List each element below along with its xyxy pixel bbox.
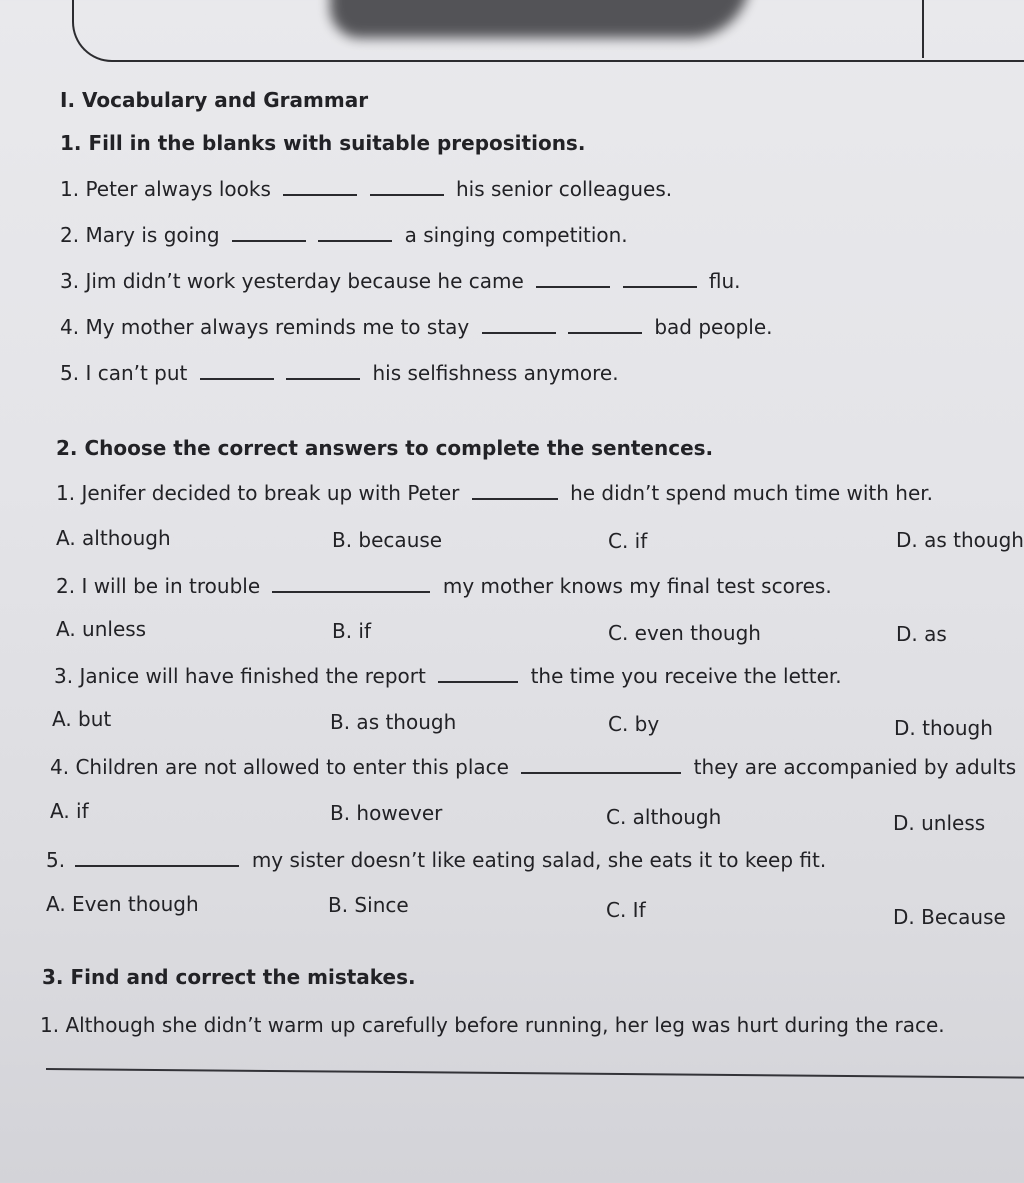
question-text-before: 1. Jenifer decided to break up with Peter xyxy=(56,481,460,505)
question-text-after: my mother knows my final test scores. xyxy=(442,574,832,598)
part1-item-5 xyxy=(60,361,619,385)
item-text-before: 5. I can’t put xyxy=(60,361,188,385)
question-text-before: 3. Janice will have finished the report xyxy=(54,664,426,688)
option-b[interactable]: B. if xyxy=(332,619,372,643)
part2-question-1 xyxy=(56,481,933,505)
part2-title: 2. Choose the correct answers to complete the sentences. xyxy=(56,436,714,460)
part1-item-2 xyxy=(60,223,628,247)
question-text-after: the time you receive the letter. xyxy=(530,664,842,688)
item-text-before: 4. My mother always reminds me to stay xyxy=(60,315,470,339)
part2-question-2 xyxy=(56,574,832,598)
answer-line[interactable] xyxy=(46,1068,1024,1079)
part1-item-4 xyxy=(60,315,773,339)
answer-blank[interactable] xyxy=(536,272,610,288)
option-b[interactable]: B. Since xyxy=(328,893,409,917)
option-d[interactable]: D. as xyxy=(896,622,947,646)
option-d[interactable]: D. Because xyxy=(893,905,1006,929)
answer-blank[interactable] xyxy=(283,180,357,196)
option-b[interactable]: B. as though xyxy=(330,710,457,734)
answer-blank[interactable] xyxy=(272,577,430,593)
answer-blank[interactable] xyxy=(318,226,392,242)
part1-item-3 xyxy=(60,269,741,293)
option-a[interactable]: A. Even though xyxy=(46,892,199,916)
part3-item-1: 1. Although she didn’t warm up carefully before running, her leg was hurt during the race. xyxy=(40,1013,945,1037)
part2-question-3 xyxy=(54,664,842,688)
option-d[interactable]: D. as though xyxy=(896,528,1024,552)
option-c[interactable]: C. by xyxy=(608,712,660,736)
answer-blank[interactable] xyxy=(438,667,518,683)
question-text-before: 5. xyxy=(46,848,66,872)
option-a[interactable]: A. but xyxy=(52,707,112,731)
question-text-before: 4. Children are not allowed to enter this place xyxy=(50,755,509,779)
answer-blank[interactable] xyxy=(482,318,556,334)
item-text-after: his senior colleagues. xyxy=(455,177,673,201)
answer-blank[interactable] xyxy=(623,272,697,288)
part1-item-1 xyxy=(60,177,672,201)
answer-blank[interactable] xyxy=(75,851,239,867)
part2-question-4 xyxy=(50,755,1016,779)
answer-blank[interactable] xyxy=(370,180,444,196)
question-text-after: they are accompanied by adults xyxy=(693,755,1017,779)
option-a[interactable]: A. although xyxy=(56,526,171,550)
option-d[interactable]: D. though xyxy=(894,716,993,740)
answer-blank[interactable] xyxy=(568,318,642,334)
question-text-before: 2. I will be in trouble xyxy=(56,574,261,598)
header-box xyxy=(72,0,1024,62)
item-text-before: 1. Peter always looks xyxy=(60,177,271,201)
answer-blank[interactable] xyxy=(200,364,274,380)
part2-question-5 xyxy=(46,848,826,872)
question-text-after: he didn’t spend much time with her. xyxy=(570,481,933,505)
answer-blank[interactable] xyxy=(521,758,681,774)
part3-title: 3. Find and correct the mistakes. xyxy=(42,965,416,989)
question-text-after: my sister doesn’t like eating salad, she eats it to keep fit. xyxy=(251,848,827,872)
header-divider xyxy=(922,0,924,58)
item-text-before: 2. Mary is going xyxy=(60,223,220,247)
item-text-after: bad people. xyxy=(654,315,773,339)
answer-blank[interactable] xyxy=(472,484,558,500)
option-d[interactable]: D. unless xyxy=(893,811,986,835)
option-c[interactable]: C. if xyxy=(608,529,648,553)
answer-blank[interactable] xyxy=(232,226,306,242)
item-text-after: his selfishness anymore. xyxy=(372,361,619,385)
item-text-before: 3. Jim didn’t work yesterday because he came xyxy=(60,269,524,293)
item-text-after: flu. xyxy=(708,269,741,293)
option-c[interactable]: C. although xyxy=(606,805,722,829)
part1-title: 1. Fill in the blanks with suitable prepositions. xyxy=(60,131,586,155)
option-a[interactable]: A. if xyxy=(50,799,89,823)
option-a[interactable]: A. unless xyxy=(56,617,147,641)
option-b[interactable]: B. because xyxy=(332,528,443,552)
option-c[interactable]: C. If xyxy=(606,898,646,922)
option-b[interactable]: B. however xyxy=(330,801,443,825)
answer-blank[interactable] xyxy=(286,364,360,380)
item-text-after: a singing competition. xyxy=(404,223,628,247)
section-title: I. Vocabulary and Grammar xyxy=(60,88,369,112)
option-c[interactable]: C. even though xyxy=(608,621,761,645)
